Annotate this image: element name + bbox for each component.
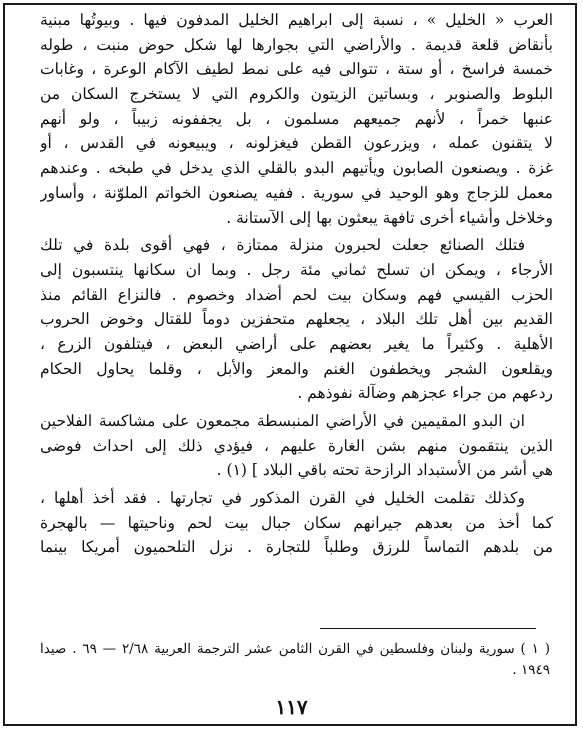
text-line: البلوط والصنوبر ، وبساتين الزيتون والكروم التي لا يستخرج السكان من [40, 85, 553, 104]
text-line: ان البدو المقيمين في الأراضي المنبسطة مجمعون على مشاكسة الفلاحين [40, 412, 525, 430]
text-line: معمل للزجاج وهو الوحيد في سورية . ففيه يصنعون الخواتم الملوّنة ، وأساور [40, 183, 553, 202]
text-line: بأنقاض قلعة قديمة . والأراضي التي بجوارها لها شكل حوض منبت ، طوله [40, 35, 553, 54]
text-line: كما أخذ من بعدهم جيرانهم سكان جبال بيت لحم وناحيتها — بالهجرة [40, 513, 553, 532]
page-body [40, 8, 553, 560]
text-line: هي أشر من الأستبداد الرازحة تحته باقي البلاد ] (١) . [216, 461, 553, 480]
footnote [40, 639, 550, 681]
text-line: ويقلعون الشجر ويخطفون الغنم والمعز والأبل ، وقلما يحاول الحكام [40, 359, 553, 378]
text-line: وكذلك تقلمت الخليل في القرن المذكور في تجارتها . فقد أخذ أهلها ، [40, 489, 525, 508]
text-line: خمسة فراسخ ، أو ستة ، تتوالى فيه على نمط لطيف الآكام الوعرة ، وغابات [40, 60, 553, 79]
text-line: القديم بين أهل تلك البلاد ، يجعلهم متحفزين دوماً للقتال وخوض الحروب [40, 310, 553, 329]
page-number: ١١٧ [275, 695, 308, 719]
text-line: الأرجاء ، ويمكن ان تسلح ثماني مئة رجل . وبما ان سكانها ينتسبون إلى [40, 260, 553, 279]
text-line: من بلدهم التماساً للرزق وطلباً للتجارة . نزل التلحميون أمريكا بينما [40, 538, 553, 557]
text-line: فتلك الصنائع جعلت لحبرون منزلة ممتازة ، فهي أقوى بلدة في تلك [40, 236, 525, 255]
text-line: غزة . ويصنعون الصابون ويأتيهم البدو بالقلي الذي يدخل في طبخه . وعندهم [40, 159, 553, 178]
paragraph-3 [40, 409, 553, 483]
footnote-line: ١٩٤٩ . [512, 662, 550, 678]
footnote-line: ( ١ ) سورية ولبنان وفلسطين في القرن الثامن عشر الترجمة العربية ٢/٦٨ — ٦٩ . صيدا [40, 641, 550, 657]
text-line: عنبها خمراً ، لأنهم جميعهم مسلمون ، بل يجففونه زبيباً ، ولو أنهم [40, 109, 553, 128]
text-line: ردعهم من جراء عجزهم وضآلة نفوذهم . [297, 384, 553, 403]
footnote-divider [320, 628, 536, 629]
paragraph-2 [40, 233, 553, 406]
paragraph-1 [40, 8, 553, 230]
text-line: وخلاخل وأشياء أخرى تافهة يبعثون بها إلى الآستانة . [226, 208, 553, 227]
text-line: الحزب القيسي فهم وسكان بيت لحم أضداد وخصوم . فالنزاع القائم منذ [40, 285, 553, 304]
paragraph-4 [40, 486, 553, 560]
text-line: الذين ينتقمون منهم بشن الغارة عليهم ، فيؤدي ذلك إلى احداث فوضى [40, 436, 553, 455]
text-line: العرب « الخليل » ، نسبة إلى ابراهيم الخليل المدفون فيها . وبيوتُها مبنية [40, 11, 553, 29]
text-line: لا يتقنون عمله ، ويزرعون القطن فيغزلونه ، ويبيعونه في القدس ، أو [40, 134, 553, 153]
text-line: الأهلية . وكثيراً ما يغير بعضهم على أراضي البعض ، فيتلفون الزرع ، [40, 334, 553, 353]
